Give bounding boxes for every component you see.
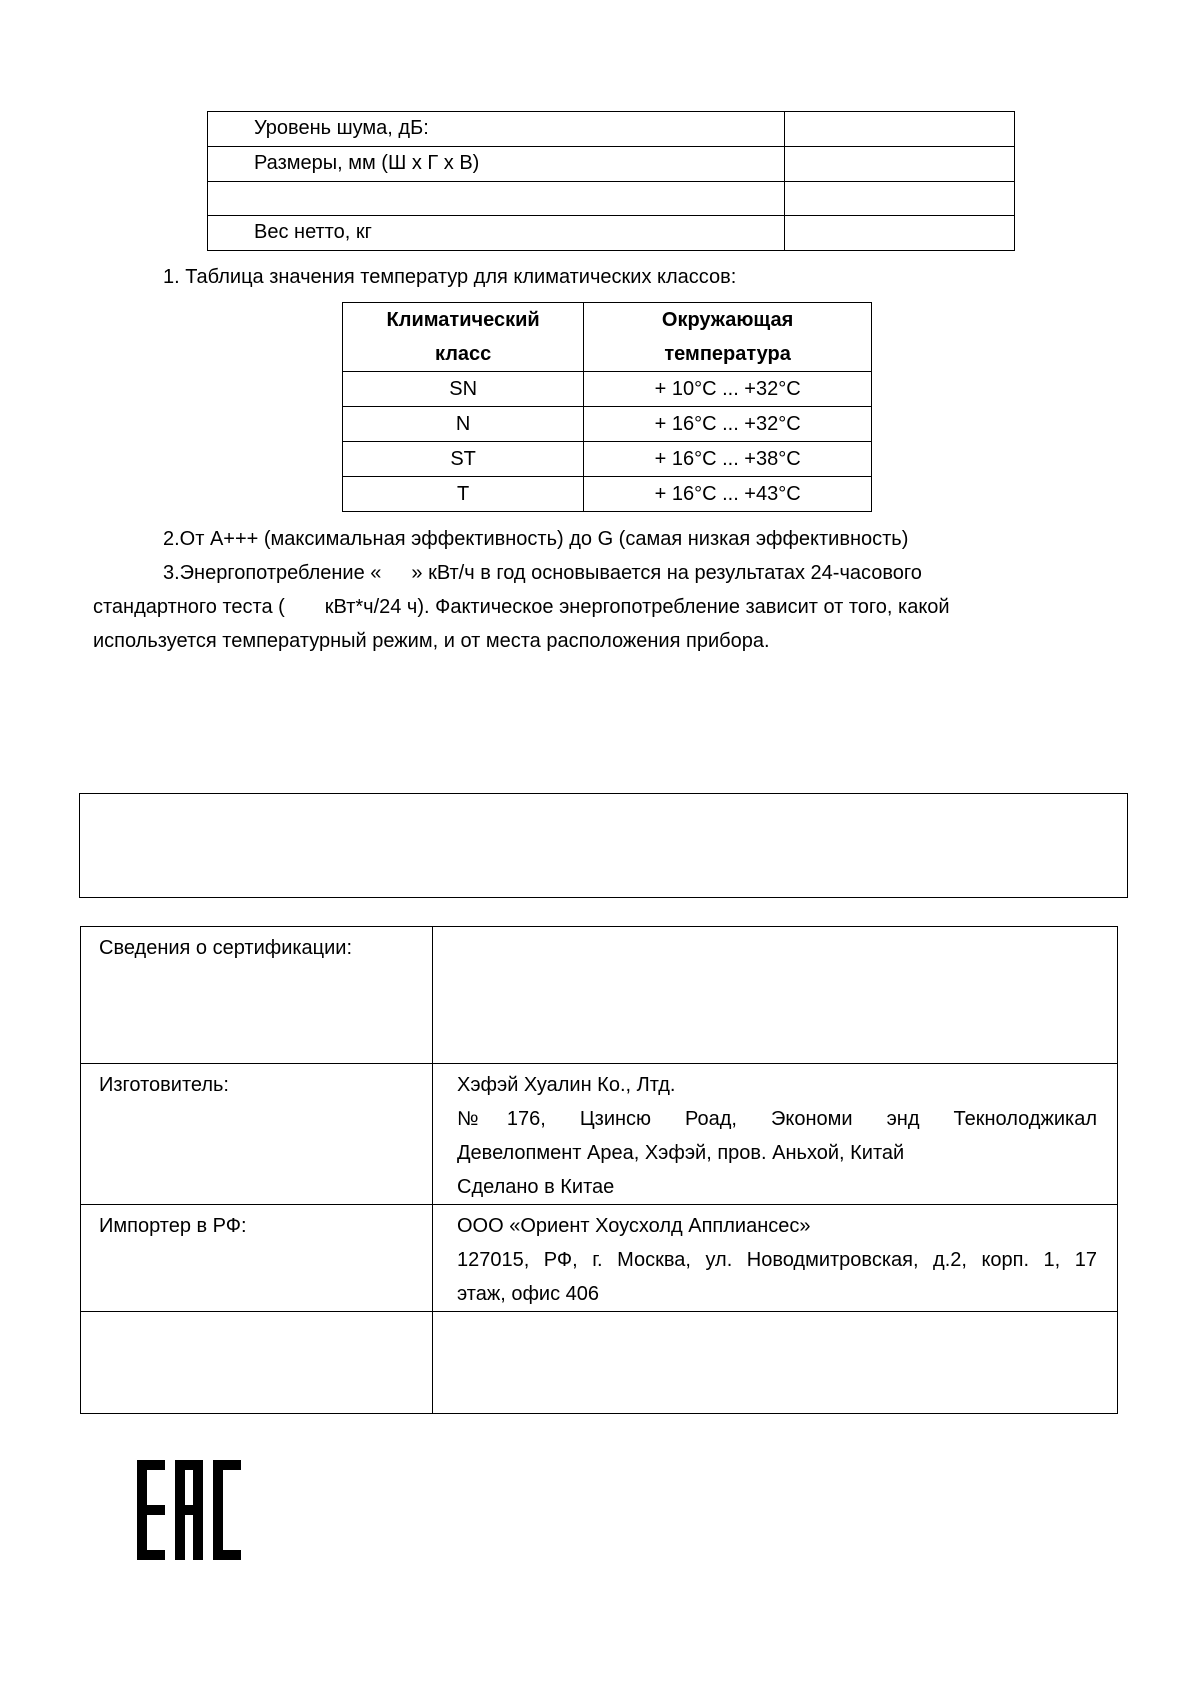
temperature-cell: + 16°C ... +38°C [584, 442, 872, 477]
table-row [81, 1064, 1118, 1205]
note-energy-line3: используется температурный режим, и от места расположения прибора. [93, 630, 770, 652]
table-row [208, 216, 1015, 251]
climate-class-cell: SN [343, 372, 584, 407]
note-energy-line2 [93, 596, 950, 619]
table-row [343, 372, 872, 407]
certification-label: Сведения о сертификации: [81, 927, 433, 1064]
importer-value [433, 1205, 1118, 1312]
empty-value-cell [433, 1312, 1118, 1414]
table-row [343, 407, 872, 442]
manufacturer-address-line2: Девелопмент Ареа, Хэфэй, пров. Аньхой, Китай [457, 1142, 905, 1164]
manufacturer-value [433, 1064, 1118, 1205]
noise-level-value [785, 112, 1015, 147]
net-weight-label: Вес нетто, кг [208, 216, 785, 251]
importer-name: ООО «Ориент Хоусхолд Апплиансес» [457, 1215, 811, 1237]
climate-class-table [342, 302, 872, 512]
note-energy-line2-part1: стандартного теста ( [93, 596, 285, 618]
country-of-origin: Сделано в Китае [457, 1176, 615, 1198]
info-table [80, 926, 1118, 1414]
header-text: Климатический [386, 309, 540, 331]
table-row [208, 182, 1015, 216]
ambient-temp-header [584, 303, 872, 372]
climate-class-header [343, 303, 584, 372]
net-weight-value [785, 216, 1015, 251]
table-row [208, 147, 1015, 182]
table-row [343, 477, 872, 512]
temperature-cell: + 16°C ... +32°C [584, 407, 872, 442]
manufacturer-label: Изготовитель: [81, 1064, 433, 1205]
temperature-cell: + 16°C ... +43°C [584, 477, 872, 512]
table-row [81, 1312, 1118, 1414]
empty-label-cell [81, 1312, 433, 1414]
dimensions-label: Размеры, мм (Ш х Г х В) [208, 147, 785, 182]
spec-table [207, 111, 1015, 251]
dimensions-value [785, 147, 1015, 182]
blank-value [785, 182, 1015, 216]
certification-value [433, 927, 1118, 1064]
noise-level-label: Уровень шума, дБ: [208, 112, 785, 147]
note-energy-part2: » кВт/ч в год основывается на результатах 24-часового [411, 562, 922, 584]
temperature-cell: + 10°C ... +32°C [584, 372, 872, 407]
blank-label [208, 182, 785, 216]
importer-address-line1: 127015, РФ, г. Москва, ул. Новодмитровская, д.2, корп. 1, 17 [457, 1249, 1097, 1271]
importer-address-line2: этаж, офис 406 [457, 1283, 599, 1305]
table-row [343, 442, 872, 477]
empty-box [79, 793, 1128, 898]
table-row [81, 1205, 1118, 1312]
climate-table-heading: 1. Таблица значения температур для климатических классов: [163, 266, 737, 288]
eac-logo [137, 1460, 241, 1560]
note-energy-part1: 3.Энергопотребление « [163, 562, 382, 584]
table-header-row [343, 303, 872, 372]
note-energy-line2-part2: кВт*ч/24 ч). Фактическое энергопотребление зависит от того, какой [324, 596, 950, 618]
note-efficiency-scale: 2.От А+++ (максимальная эффективность) до G (самая низкая эффективность) [163, 528, 909, 550]
header-text: Окружающая [661, 309, 794, 331]
manufacturer-address-line1: №176, Цзинсю Роад, Экономи энд Текнолоджикал [457, 1108, 1097, 1130]
climate-class-cell: T [343, 477, 584, 512]
header-text: класс [434, 343, 492, 365]
table-row [208, 112, 1015, 147]
climate-class-cell: N [343, 407, 584, 442]
table-row [81, 927, 1118, 1064]
climate-class-cell: ST [343, 442, 584, 477]
importer-label: Импортер в РФ: [81, 1205, 433, 1312]
header-text: температура [664, 343, 791, 365]
manufacturer-name: Хэфэй Хуалин Ко., Лтд. [457, 1074, 676, 1096]
note-energy-line1 [163, 562, 922, 585]
